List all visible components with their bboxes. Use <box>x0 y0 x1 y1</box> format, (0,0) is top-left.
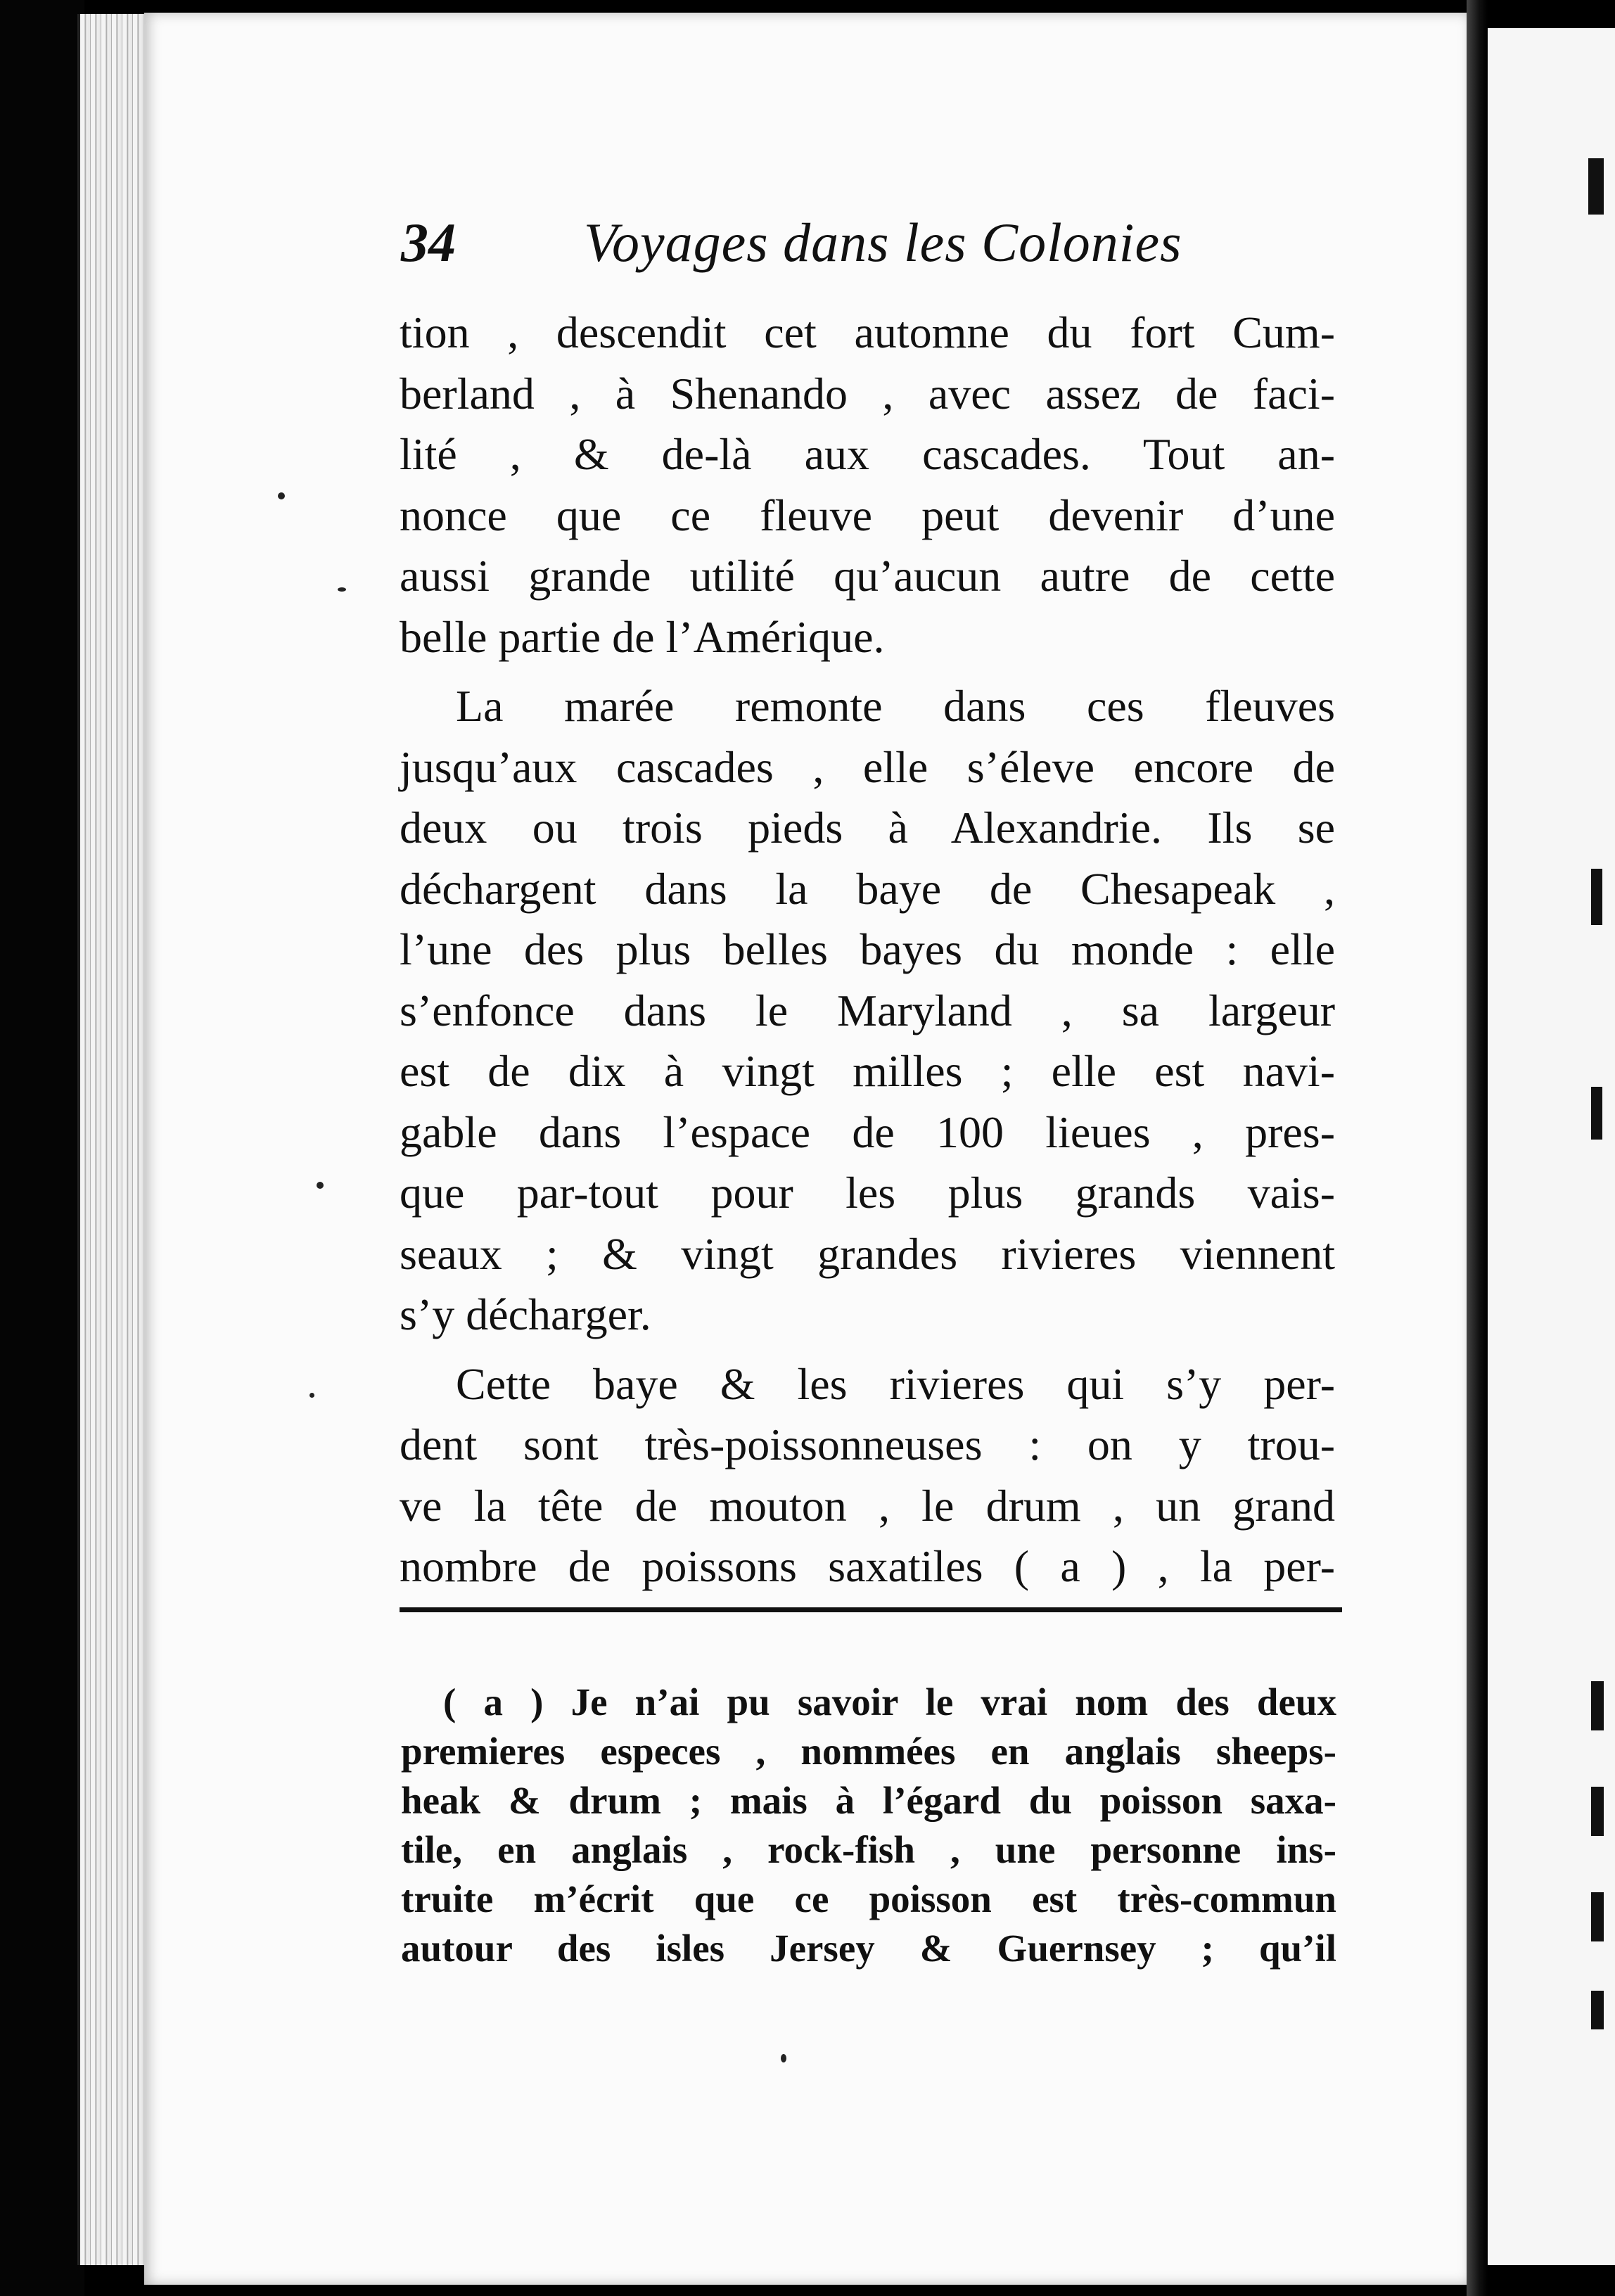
body-line: gable dans l’espace de 100 lieues , pres- <box>400 1106 1335 1157</box>
body-line: s’y décharger. <box>400 1289 651 1339</box>
body-line: ve la tête de mouton , le drum , un grand <box>400 1480 1335 1531</box>
footnote-line: tile, en anglais , rock-fish , une personne ins- <box>401 1828 1336 1871</box>
body-line: nonce que ce fleuve peut devenir d’une <box>400 490 1335 540</box>
body-line: l’une des plus belles bayes du monde : elle <box>400 924 1335 974</box>
body-line: aussi grande utilité qu’aucun autre de cette <box>400 551 1335 601</box>
scan-speck <box>338 587 346 592</box>
body-line: deux ou trois pieds à Alexandrie. Ils se <box>400 803 1335 853</box>
footnote-line: truite m’écrit que ce poisson est très-commun <box>401 1877 1336 1920</box>
body-text <box>400 302 1335 1597</box>
body-line: belle partie de l’Amérique. <box>400 611 885 662</box>
footnote-rule <box>400 1607 1342 1612</box>
body-line: que par-tout pour les plus grands vais- <box>400 1168 1335 1218</box>
page-number: 34 <box>401 212 456 273</box>
body-line: jusqu’aux cascades , elle s’éleve encore de <box>400 741 1335 792</box>
scan-speck <box>278 492 285 499</box>
footnote-line: heak & drum ; mais à l’égard du poisson saxa- <box>401 1779 1336 1822</box>
body-line: tion , descendit cet automne du fort Cum- <box>400 307 1335 357</box>
body-line: nombre de poissons saxatiles ( a ) , la per- <box>400 1541 1335 1591</box>
body-line: est de dix à vingt milles ; elle est navi- <box>400 1046 1335 1096</box>
page-stack-edges <box>77 14 151 2265</box>
body-line: lité , & de-là aux cascades. Tout an- <box>400 429 1335 479</box>
body-line: déchargent dans la baye de Chesapeak , <box>400 863 1335 914</box>
scan-background-left <box>0 0 84 2296</box>
scan-speck <box>309 1393 314 1398</box>
body-line: seaux ; & vingt grandes rivieres viennent <box>400 1228 1335 1279</box>
running-title: Voyages dans les Colonies <box>584 212 1182 273</box>
body-line: dent sont très-poissonneuses : on y trou- <box>400 1420 1335 1469</box>
page-header <box>401 211 1329 288</box>
body-line: berland , à Shenando , avec assez de faci- <box>400 368 1335 419</box>
footnote-line: premieres especes , nommées en anglais sheeps- <box>401 1730 1336 1773</box>
scan-speck <box>317 1182 324 1189</box>
scan-speck <box>781 2054 786 2062</box>
book-gutter <box>1467 0 1488 2296</box>
body-line: s’enfonce dans le Maryland , sa largeur <box>400 985 1335 1035</box>
body-line: La marée remonte dans ces fleuves <box>456 681 1335 731</box>
footnote-line: ( a ) Je n’ai pu savoir le vrai nom des deux <box>443 1680 1336 1723</box>
footnote-line: autour des isles Jersey & Guernsey ; qu’il <box>401 1927 1336 1970</box>
footnote <box>401 1678 1336 1973</box>
body-line: Cette baye & les rivieres qui s’y per- <box>456 1358 1335 1409</box>
